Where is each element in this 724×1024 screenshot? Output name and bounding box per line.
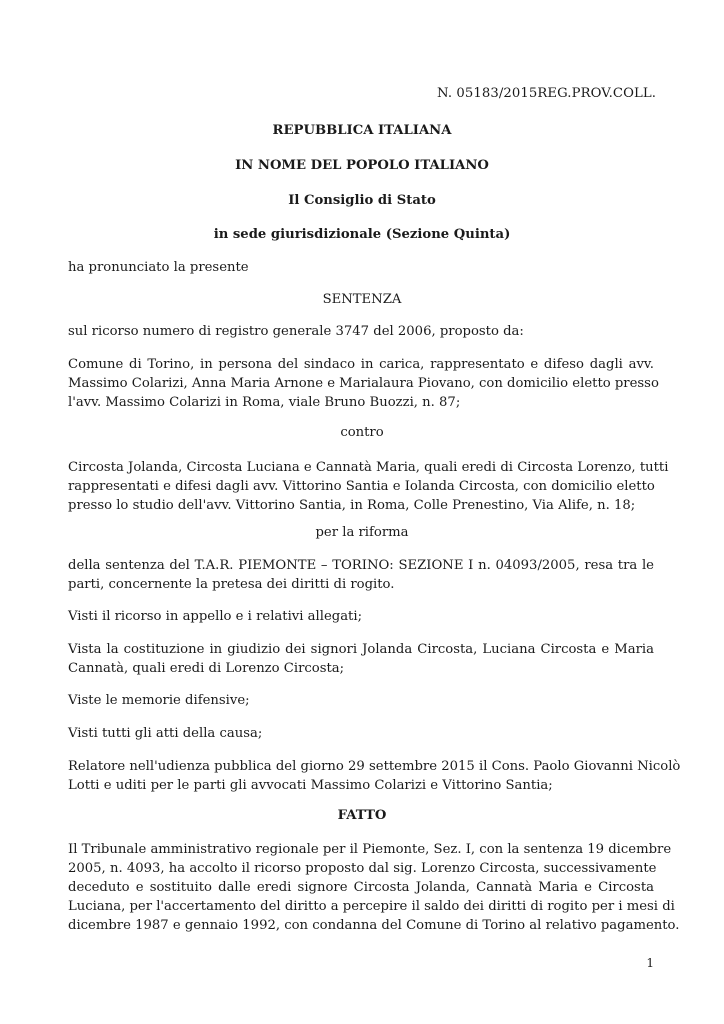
visti-atti-line: Visti tutti gli atti della causa;: [68, 726, 263, 741]
sentenza-tar-line: parti, concernente la pretesa dei diritti di rogito.: [68, 577, 395, 592]
ricorso-line: sul ricorso numero di registro generale 3747 del 2006, proposto da:: [68, 324, 524, 339]
visti-ricorso-line: Visti il ricorso in appello e i relativi allegati;: [68, 609, 363, 624]
republic-heading: REPUBBLICA ITALIANA: [272, 123, 452, 138]
sentenza-tar-paragraph: [68, 556, 654, 594]
fatto-line: Luciana, per l'accertamento del diritto a percepire il saldo dei diritti di rogito per i mesi di: [68, 899, 675, 914]
sentenza-heading: SENTENZA: [322, 292, 402, 307]
section-heading: in sede giurisdizionale (Sezione Quinta): [213, 227, 511, 242]
circosta-line: rappresentati e difesi dagli avv. Vittorino Santia e Iolanda Circosta, con domicilio eletto: [68, 479, 655, 494]
council-heading: Il Consiglio di Stato: [288, 193, 436, 208]
sentenza-tar-line: della sentenza del T.A.R. PIEMONTE – TORINO: SEZIONE I n. 04093/2005, resa tra le: [68, 558, 654, 573]
relatore-line: Relatore nell'udienza pubblica del giorno 29 settembre 2015 il Cons. Paolo Giovanni Nicolò: [68, 759, 681, 774]
in-name-heading: IN NOME DEL POPOLO ITALIANO: [235, 158, 489, 173]
comune-paragraph: [68, 355, 659, 412]
circosta-line: Circosta Jolanda, Circosta Luciana e Cannatà Maria, quali eredi di Circosta Lorenzo, tutti: [68, 460, 669, 475]
fatto-paragraph: [68, 840, 680, 935]
fatto-line: 2005, n. 4093, ha accolto il ricorso proposto dal sig. Lorenzo Circosta, successivamente: [68, 861, 657, 876]
per-riforma-heading: per la riforma: [315, 525, 409, 540]
comune-line: Massimo Colarizi, Anna Maria Arnone e Marialaura Piovano, con domicilio eletto presso: [68, 376, 659, 391]
viste-memorie-line: Viste le memorie difensive;: [68, 693, 250, 708]
fatto-heading: FATTO: [337, 808, 387, 823]
registry-reference: N. 05183/2015REG.PROV.COLL.: [437, 86, 656, 101]
vista-costituzione-line: Vista la costituzione in giudizio dei signori Jolanda Circosta, Luciana Circosta e Maria: [68, 642, 654, 657]
circosta-paragraph: [68, 458, 669, 515]
circosta-line: presso lo studio dell'avv. Vittorino Santia, in Roma, Colle Prenestino, Via Alife, n. 18;: [68, 498, 636, 513]
fatto-line: dicembre 1987 e gennaio 1992, con condanna del Comune di Torino al relativo pagamento.: [68, 918, 680, 933]
pronounced-line: ha pronunciato la presente: [68, 260, 249, 275]
contro-heading: contro: [340, 425, 384, 440]
page-number: 1: [646, 956, 654, 970]
vista-costituzione-line: Cannatà, quali eredi di Lorenzo Circosta;: [68, 661, 345, 676]
relatore-line: Lotti e uditi per le parti gli avvocati Massimo Colarizi e Vittorino Santia;: [68, 778, 553, 793]
relatore-paragraph: [68, 757, 681, 795]
fatto-line: deceduto e sostituito dalle eredi signore Circosta Jolanda, Cannatà Maria e Circosta: [68, 880, 654, 895]
fatto-line: Il Tribunale amministrativo regionale per il Piemonte, Sez. I, con la sentenza 19 dicembre: [68, 842, 672, 857]
vista-costituzione-paragraph: [68, 640, 654, 678]
comune-line: l'avv. Massimo Colarizi in Roma, viale Bruno Buozzi, n. 87;: [68, 395, 461, 410]
comune-line: Comune di Torino, in persona del sindaco in carica, rappresentato e difeso dagli avv.: [68, 357, 654, 372]
